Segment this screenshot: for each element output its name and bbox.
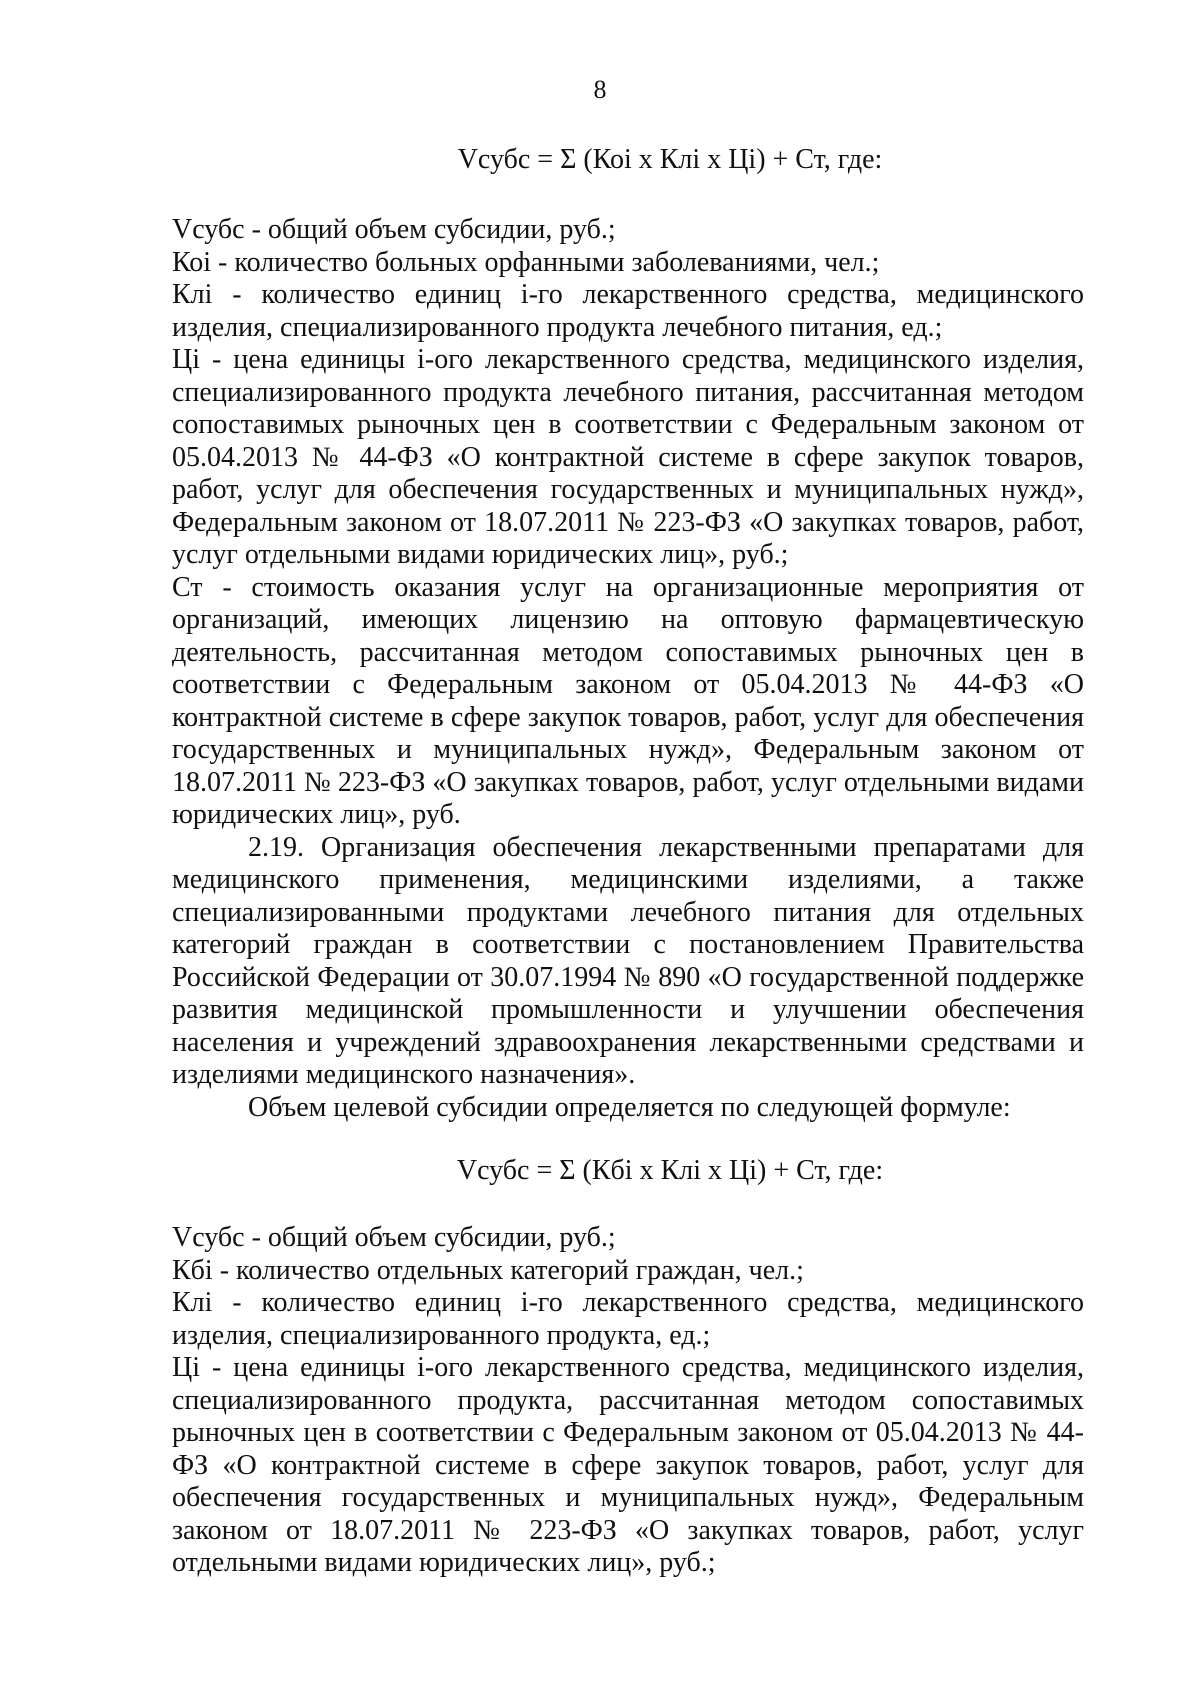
- definition-vsubs-2: Vсубс - общий объем субсидии, руб.;: [172, 1222, 616, 1253]
- definition-vsubs: Vсубс - общий объем субсидии, руб.;: [172, 214, 616, 245]
- paragraph-2-19: 2.19. Организация обеспечения лекарственными препаратами для медицинского применения, медицинскими изделиями, а также специализированными продуктами лечебного питания для отдельных категорий граждан в соответствии с постановлением Правительства Российской Федерации от 30.07.1994 № 890 «О государственной поддержке развития медицинской промышленности и улучшении обеспечения населения и учреждений здравоохранения лекарственными средствами и изделиями медицинского назначения».: [172, 831, 1084, 1090]
- formula-intro: Объем целевой субсидии определяется по следующей формуле:: [248, 1091, 1011, 1123]
- definition-tsi: Цi - цена единицы i-ого лекарственного средства, медицинского изделия, специализированного продукта лечебного питания, рассчитанная методом сопоставимых рыночных цен в соответствии с Федеральным законом от 05.04.2013 № 44-ФЗ «О контрактной системе в сфере закупок товаров, работ, услуг для обеспечения государственных и муниципальных нужд», Федеральным законом от 18.07.2011 № 223-ФЗ «О закупках товаров, работ, услуг отдельными видами юридических лиц», руб.;: [172, 344, 1084, 570]
- definition-st: Ст - стоимость оказания услуг на организационные мероприятия от организаций, имеющих лицензию на оптовую фармацевтическую деятельность, рассчитанная методом сопоставимых рыночных цен в соответствии с Федеральным законом от 05.04.2013 № 44-ФЗ «О контрактной системе в сфере закупок товаров, работ, услуг для обеспечения государственных и муниципальных нужд», Федеральным законом от 18.07.2011 № 223-ФЗ «О закупках товаров, работ, услуг отдельными видами юридических лиц», руб.: [172, 571, 1084, 830]
- formula-subsidy-categories: Vсубс = Σ (Кбi х Клi х Цi) + Ст, где:: [456, 1155, 884, 1186]
- formula-subsidy-orphan: Vсубс = Σ (Коi х Клi х Цi) + Ст, где:: [457, 144, 883, 175]
- definitions-orphan: [172, 214, 1084, 1124]
- definition-kbi: Кбi - количество отдельных категорий граждан, чел.;: [172, 1254, 804, 1286]
- definition-kli: Клi - количество единиц i-го лекарственного средства, медицинского изделия, специализированного продукта лечебного питания, ед.;: [172, 279, 1084, 343]
- definition-tsi-2: Цi - цена единицы i-ого лекарственного средства, медицинского изделия, специализированного продукта, рассчитанная методом сопоставимых рыночных цен в соответствии с Федеральным законом от 05.04.2013 № 44-ФЗ «О контрактной системе в сфере закупок товаров, работ, услуг для обеспечения государственных и муниципальных нужд», Федеральным законом от 18.07.2011 № 223-ФЗ «О закупках товаров, работ, услуг отдельными видами юридических лиц», руб.;: [172, 1352, 1084, 1578]
- definition-koi: Коi - количество больных орфанными заболеваниями, чел.;: [172, 246, 880, 278]
- definitions-categories: [172, 1222, 1084, 1580]
- definition-kli-2: Клi - количество единиц i-го лекарственного средства, медицинского изделия, специализированного продукта, ед.;: [172, 1287, 1084, 1351]
- page-number: 8: [593, 75, 607, 104]
